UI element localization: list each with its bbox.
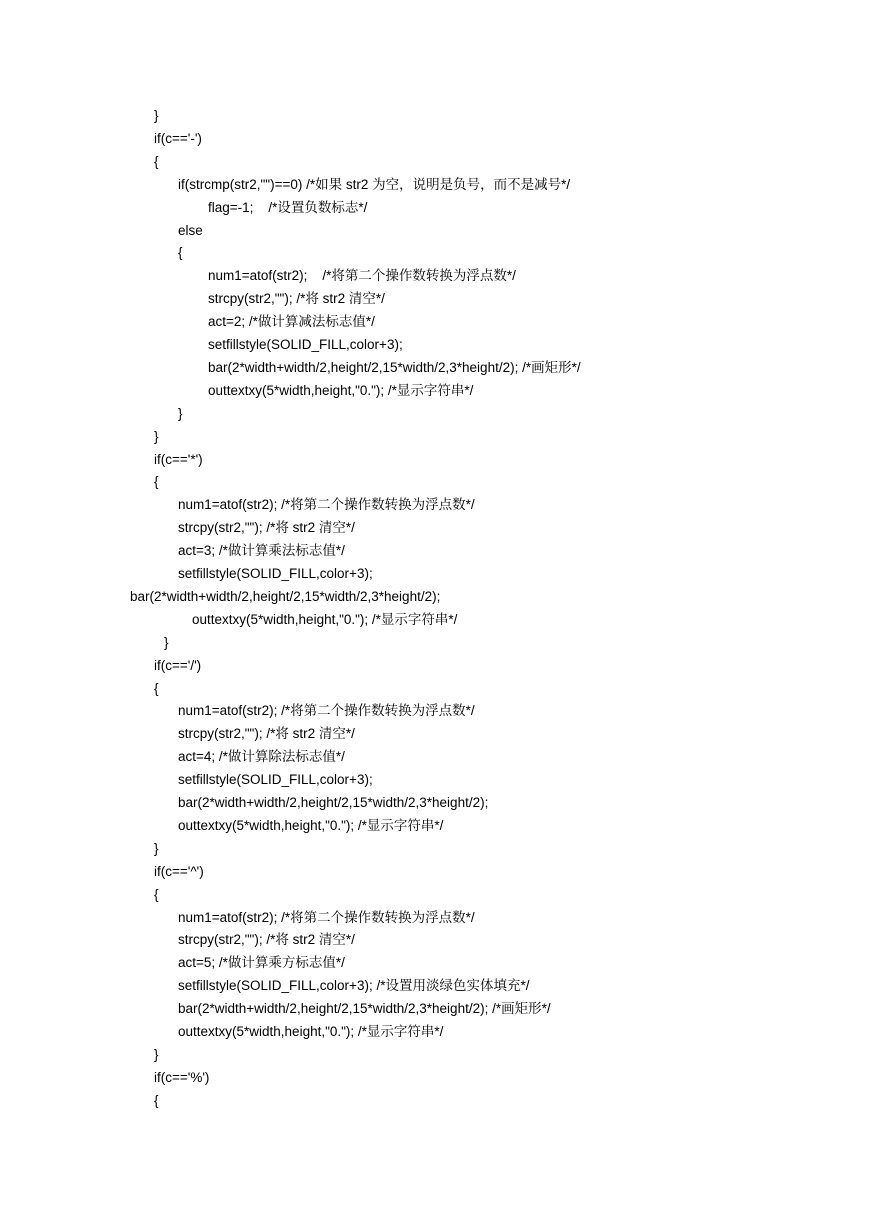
code-line: { [154,681,159,696]
code-line: if(c=='/') [154,658,202,673]
code-line: act=5; /*做计算乘方标志值*/ [178,955,345,970]
code-line: { [154,1093,159,1108]
code-line: { [154,154,159,169]
code-line: bar(2*width+width/2,height/2,15*width/2,3*height/2); /*画矩形*/ [208,360,581,375]
code-line: if(c=='%') [154,1070,210,1085]
code-line: num1=atof(str2); /*将第二个操作数转换为浮点数*/ [208,268,516,283]
code-line: act=2; /*做计算减法标志值*/ [208,314,375,329]
code-line: } [154,841,159,856]
code-line: } [154,108,159,123]
code-line: strcpy(str2,""); /*将 str2 清空*/ [178,932,355,947]
code-line: if(c=='^') [154,864,204,879]
code-line: } [164,635,169,650]
code-line: setfillstyle(SOLID_FILL,color+3); /*设置用淡绿色实体填充*/ [178,978,530,993]
code-line: num1=atof(str2); /*将第二个操作数转换为浮点数*/ [178,703,475,718]
code-line: outtextxy(5*width,height,"0."); /*显示字符串*/ [178,1024,444,1039]
code-line: outtextxy(5*width,height,"0."); /*显示字符串*/ [208,383,474,398]
code-line: num1=atof(str2); /*将第二个操作数转换为浮点数*/ [178,497,475,512]
code-line: act=3; /*做计算乘法标志值*/ [178,543,345,558]
code-line: if(c=='*') [154,452,203,467]
code-line: act=4; /*做计算除法标志值*/ [178,749,345,764]
code-line: strcpy(str2,""); /*将 str2 清空*/ [208,291,385,306]
code-line: strcpy(str2,""); /*将 str2 清空*/ [178,726,355,741]
code-line: else [178,223,203,238]
code-line: if(c=='-') [154,131,202,146]
code-line: outtextxy(5*width,height,"0."); /*显示字符串*/ [178,818,444,833]
code-line: bar(2*width+width/2,height/2,15*width/2,3*height/2); [178,795,489,810]
code-line: { [178,245,183,260]
code-line: { [154,474,159,489]
code-line: } [154,1047,159,1062]
code-line: strcpy(str2,""); /*将 str2 清空*/ [178,520,355,535]
code-line: if(strcmp(str2,"")==0) /*如果 str2 为空，说明是负号，而不是减号*/ [178,177,571,192]
code-line: setfillstyle(SOLID_FILL,color+3); [208,337,403,352]
code-line: num1=atof(str2); /*将第二个操作数转换为浮点数*/ [178,910,475,925]
code-line: } [154,429,159,444]
code-line: setfillstyle(SOLID_FILL,color+3); [178,566,373,581]
code-line: flag=-1; /*设置负数标志*/ [208,200,368,215]
code-line: setfillstyle(SOLID_FILL,color+3); [178,772,373,787]
code-line: bar(2*width+width/2,height/2,15*width/2,3*height/2); /*画矩形*/ [178,1001,551,1016]
code-line: bar(2*width+width/2,height/2,15*width/2,3*height/2); [130,589,441,604]
code-line: { [154,887,159,902]
code-line: } [178,406,183,421]
code-line: outtextxy(5*width,height,"0."); /*显示字符串*/ [192,612,458,627]
